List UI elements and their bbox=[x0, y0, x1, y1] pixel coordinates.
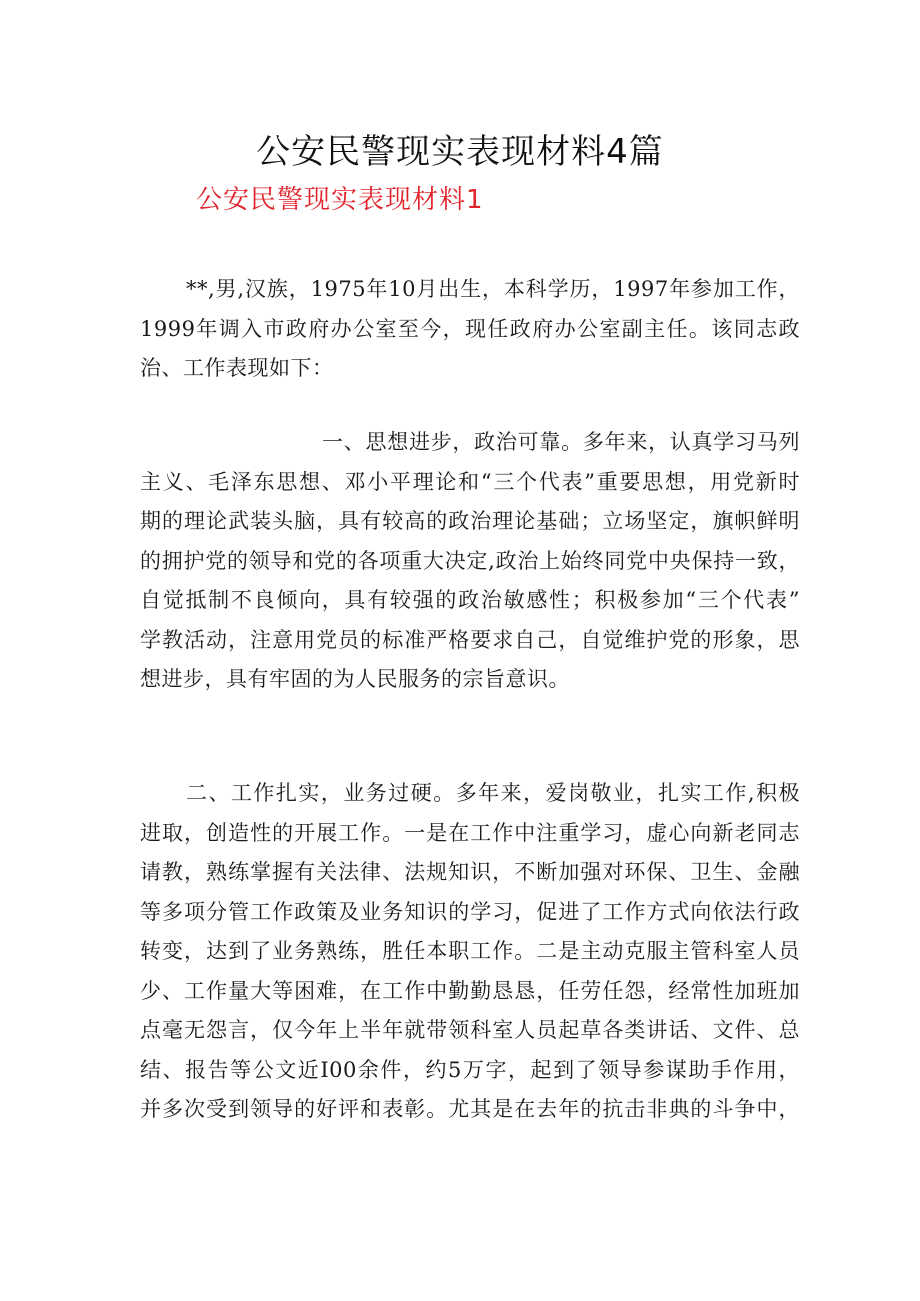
paragraph-line: 想进步，具有牢固的为人民服务的宗旨意识。 bbox=[140, 667, 570, 691]
paragraph-line: 主义、毛泽东思想、邓小平理论和“三个代表”重要思想，用党新时 bbox=[140, 469, 800, 494]
paragraph-work bbox=[140, 774, 800, 1130]
paragraph-line: 并多次受到领导的好评和表彰。尤其是在去年的抗击非典的斗争中， bbox=[140, 1097, 800, 1121]
paragraph-line: 转变，达到了业务熟练，胜任本职工作。二是主动克服主管科室人员 bbox=[140, 939, 800, 963]
paragraph-line: **,男,汉族，1975年10月出生，本科学历，1997年参加工作， bbox=[186, 277, 800, 301]
paragraph-line: 的拥护党的领导和党的各项重大决定,政治上始终同党中央保持一致， bbox=[140, 548, 800, 573]
document-title: 公安民警现实表现材料4篇 bbox=[256, 132, 664, 172]
paragraph-line: 期的理论武装头脑，具有较高的政治理论基础；立场坚定，旗帜鲜明 bbox=[140, 509, 800, 533]
paragraph-line: 进取，创造性的开展工作。一是在工作中注重学习，虚心向新老同志 bbox=[140, 820, 800, 845]
paragraph-political bbox=[140, 423, 800, 700]
paragraph-intro bbox=[140, 270, 800, 389]
paragraph-line: 等多项分管工作政策及业务知识的学习，促进了工作方式向依法行政 bbox=[140, 899, 800, 924]
section-heading: 公安民警现实表现材料1 bbox=[196, 185, 484, 215]
paragraph-line: 一、思想进步，政治可靠。多年来，认真学习马列 bbox=[322, 430, 800, 454]
paragraph-line: 治、工作表现如下： bbox=[140, 356, 334, 380]
paragraph-line: 少、工作量大等困难，在工作中勤勤恳恳，任劳任怨，经常性加班加 bbox=[140, 978, 800, 1003]
paragraph-line: 二、工作扎实，业务过硬。多年来，爱岗敬业，扎实工作,积极 bbox=[186, 781, 800, 805]
paragraph-line: 学教活动，注意用党员的标准严格要求自己，自觉维护党的形象，思 bbox=[140, 627, 800, 652]
paragraph-line: 结、报告等公文近I00余件，约5万字，起到了领导参谋助手作用， bbox=[140, 1057, 800, 1082]
paragraph-line: 自觉抵制不良倾向，具有较强的政治敏感性；积极参加“三个代表” bbox=[140, 588, 800, 612]
paragraph-line: 点毫无怨言，仅今年上半年就带领科室人员起草各类讲话、文件、总 bbox=[140, 1018, 800, 1042]
paragraph-line: 请教，熟练掌握有关法律、法规知识，不断加强对环保、卫生、金融 bbox=[140, 860, 800, 884]
paragraph-line: 1999年调入市政府办公室至今，现任政府办公室副主任。该同志政 bbox=[140, 316, 800, 341]
